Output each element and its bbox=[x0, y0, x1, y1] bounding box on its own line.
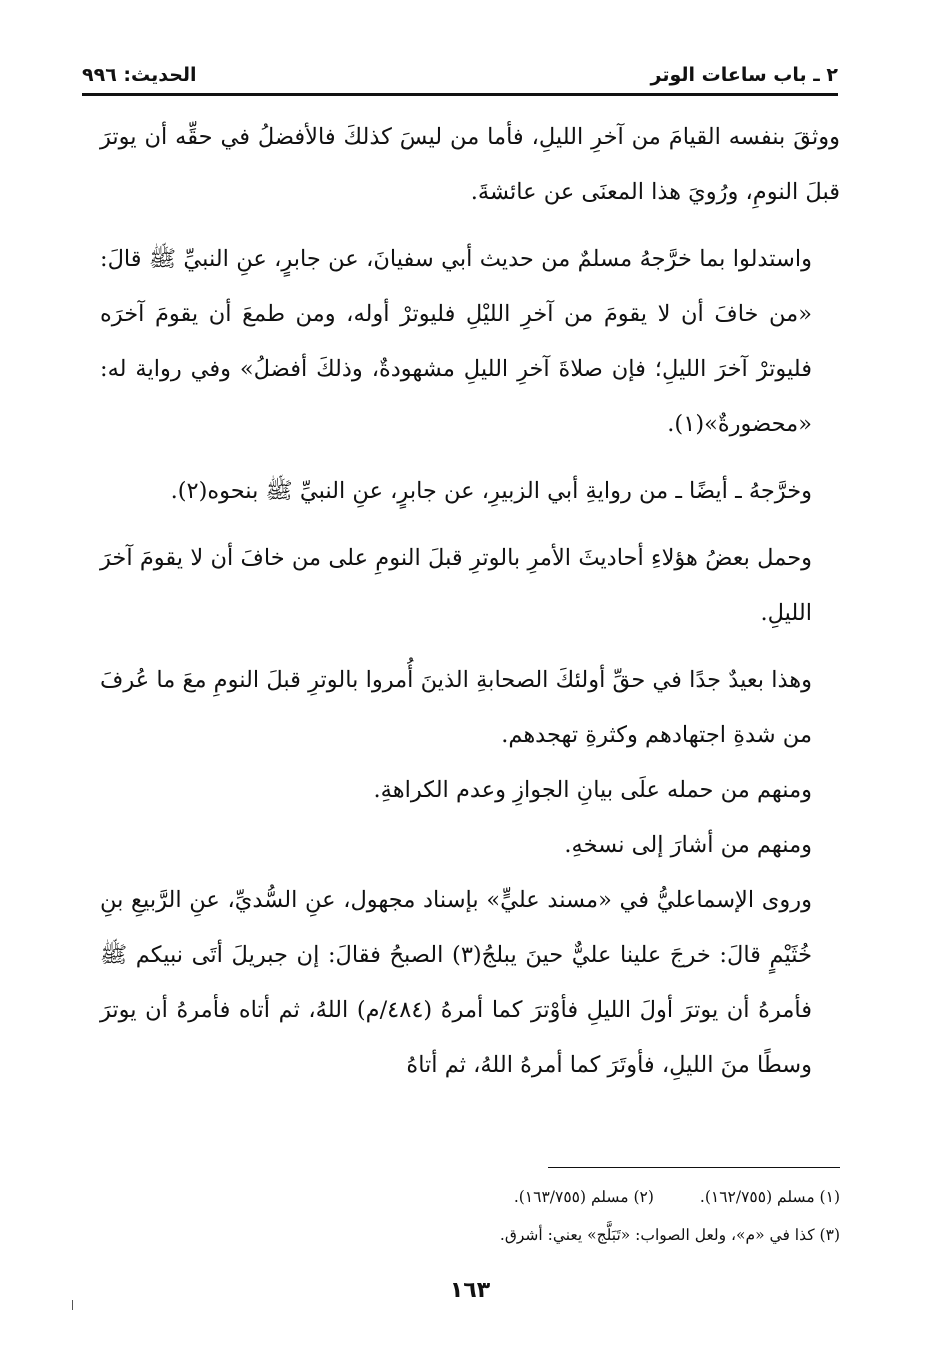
paragraph: وروى الإسماعليُّ في «مسند عليٍّ» بإسناد مجهول، عنِ السُّديِّ، عنِ الرَّبيعِ بنِ خُثَيْمٍ قالَ: خرجَ علينا عليٌّ حينَ يبلجُ(٣) الصبحُ فقالَ: إن جبريلَ أتَى نبيكم ﷺ فأمرهُ أن يوترَ أولَ الليلِ فأوْترَ كما أمرهُ (٤٨٤/م) اللهُ، ثم أتاه فأمرهُ أن يوترَ وسطًا منَ الليلِ، فأوتَرَ كما أمرهُ اللهُ، ثم أتاهُ bbox=[100, 887, 813, 1078]
header-divider bbox=[82, 93, 838, 96]
footnote-line bbox=[100, 1178, 840, 1216]
scan-mark bbox=[72, 1300, 73, 1310]
chapter-title: ٢ ـ باب ساعات الوتر bbox=[650, 64, 838, 86]
paragraph: ومنهم من حمله علَى بيانِ الجوازِ وعدم الكراهةِ. bbox=[373, 777, 812, 803]
footnote-divider bbox=[548, 1167, 840, 1168]
footnote-2: (٢) مسلم (١٦٣/٧٥٥). bbox=[513, 1188, 654, 1206]
paragraph: واستدلوا بما خرَّجهُ مسلمٌ من حديث أبي سفيانَ، عن جابرٍ، عنِ النبيِّ ﷺ قالَ: «من خافَ أن لا يقومَ من آخرِ الليْلِ فليوترْ أوله، ومن طمعَ أن يقومَ آخرَه فليوترْ آخرَ الليلِ؛ فإن صلاةَ آخرِ الليلِ مشهودةٌ، وذلكَ أفضلُ» وفي رواية له: «محضورةٌ»(١). bbox=[100, 246, 812, 437]
footnote-3: (٣) كذا في «م»، ولعل الصواب: «تَبَلَّج» يعني: أشرق. bbox=[499, 1226, 840, 1244]
footnotes bbox=[100, 1178, 840, 1254]
page-number: ١٦٣ bbox=[449, 1278, 491, 1303]
footnote-1: (١) مسلم (١٦٢/٧٥٥). bbox=[699, 1188, 840, 1206]
paragraph: وخرَّجهُ ـ أيضًا ـ من روايةِ أبي الزبيرِ، عن جابرٍ، عنِ النبيِّ ﷺ بنحوه(٢). bbox=[170, 478, 812, 504]
paragraph: ومنهم من أشارَ إلى نسخهِ. bbox=[564, 832, 812, 858]
paragraph: وحمل بعضُ هؤلاءِ أحاديثَ الأمرِ بالوترِ قبلَ النومِ على من خافَ أن لا يقومَ آخرَ الليلِ. bbox=[100, 545, 812, 626]
main-text bbox=[100, 110, 840, 1093]
hadith-number: الحديث: ٩٩٦ bbox=[82, 64, 197, 86]
paragraph: وهذا بعيدٌ جدًا في حقِّ أولئكَ الصحابةِ الذينَ أُمروا بالوترِ قبلَ النومِ معَ ما عُرفَ من شدةِ اجتهادهم وكثرةِ تهجدهم. bbox=[100, 667, 812, 748]
running-header bbox=[82, 60, 838, 90]
paragraph: ووثقَ بنفسه القيامَ من آخرِ الليلِ، فأما من ليسَ كذلكَ فالأفضلُ في حقِّه أن يوترَ قبلَ النومِ، ورُويَ هذا المعنَى عن عائشةَ. bbox=[100, 124, 840, 205]
footnote-line bbox=[100, 1216, 840, 1254]
